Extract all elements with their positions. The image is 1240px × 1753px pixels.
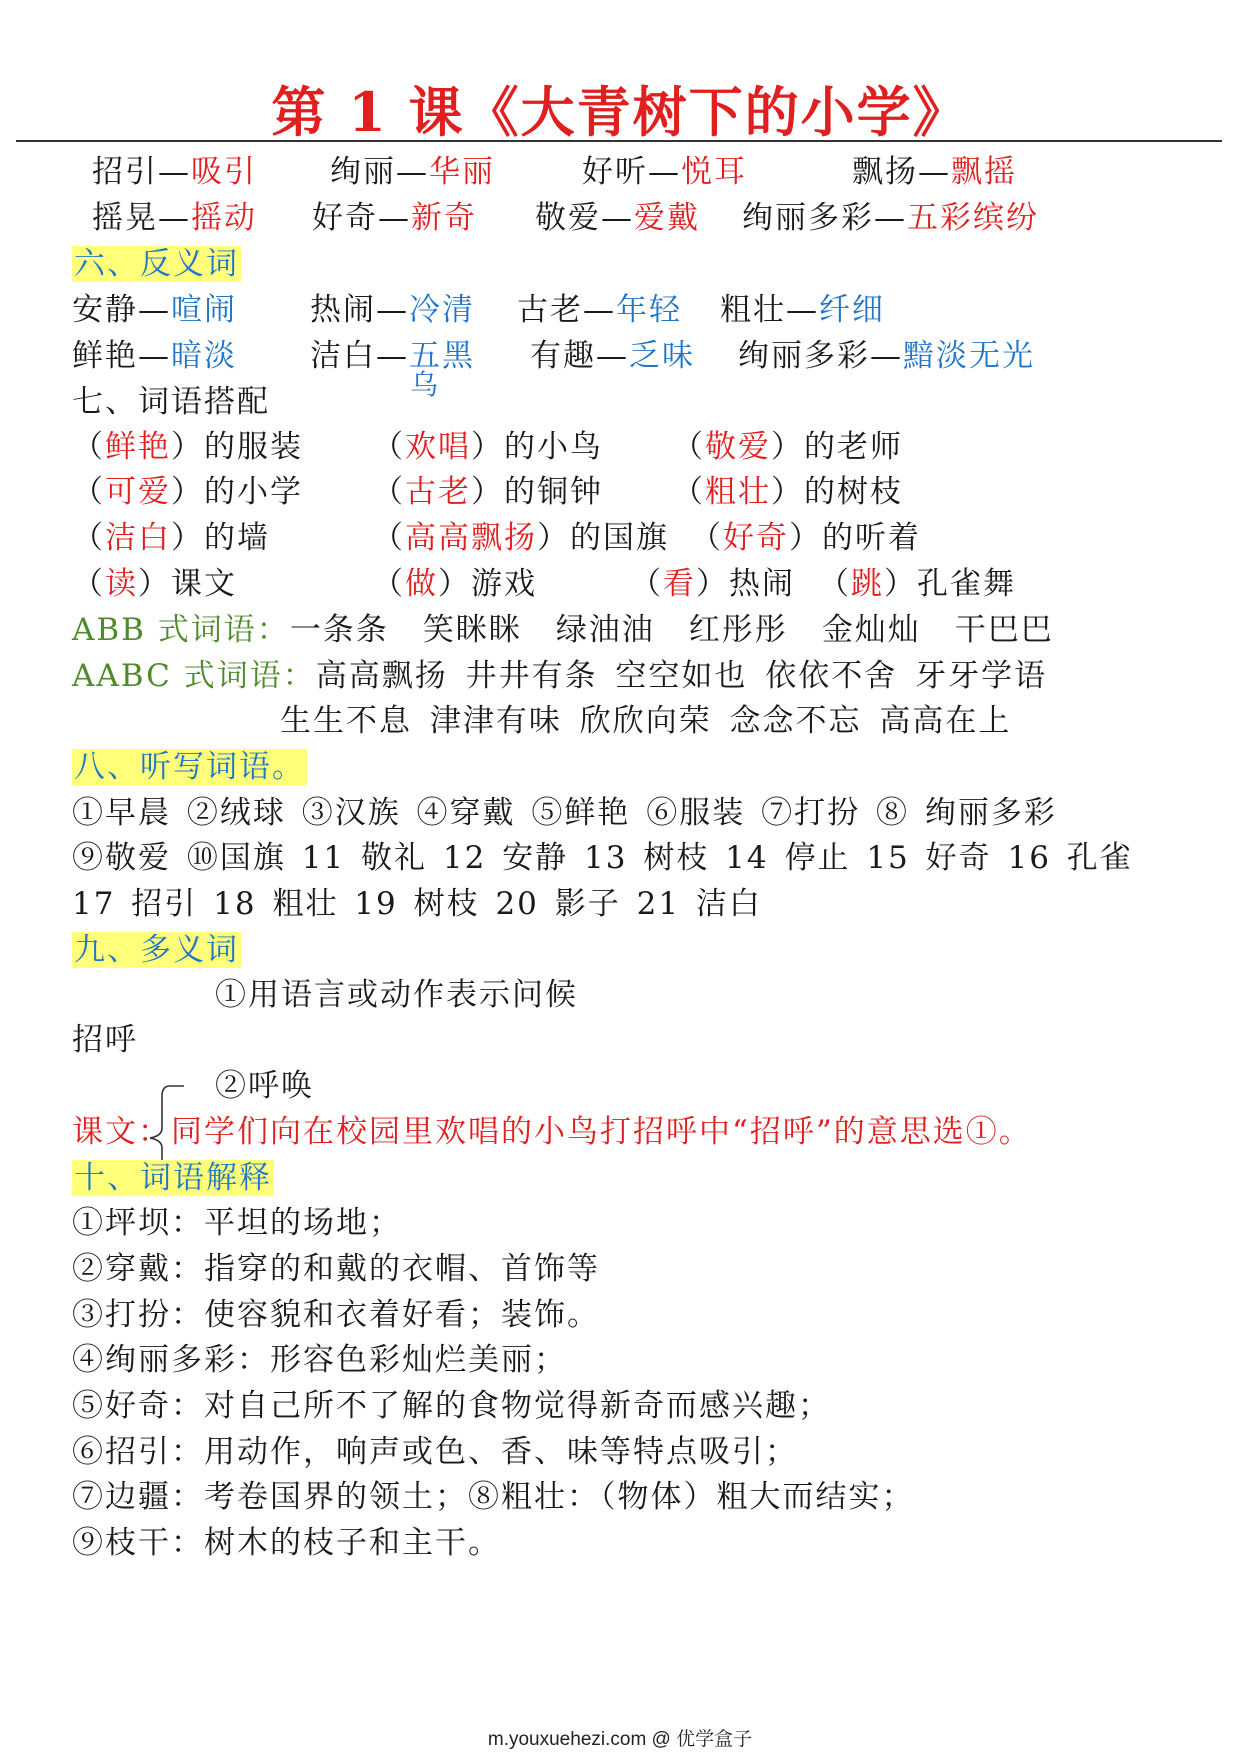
synonym-word: 好听: [582, 154, 648, 190]
dash: —: [583, 292, 616, 328]
dash: —: [786, 292, 819, 328]
aabc-words: AABC 式词语：高高飘扬 井井有条 空空如也 依依不舍 牙牙学语: [72, 658, 1048, 694]
collocation-item: （看）热闹: [630, 566, 795, 602]
collocation-item: （可爱）的小学: [72, 474, 303, 510]
dash: —: [158, 154, 191, 190]
collocation-item: （好奇）的听着: [690, 520, 921, 556]
antonym-word: 粗壮: [720, 292, 786, 328]
dash: —: [874, 200, 907, 236]
synonym-word: 招引: [92, 154, 158, 190]
collocation-item: （读）课文: [72, 566, 237, 602]
synonym-pair: [92, 147, 257, 197]
antonym-pair: [517, 285, 682, 335]
collocation-item: （做）游戏: [372, 566, 537, 602]
dash: —: [396, 154, 429, 190]
polysemy-meaning-1: ①用语言或动作表示问候: [215, 977, 578, 1013]
antonym-pair: [310, 331, 475, 381]
synonym-word: 好奇: [312, 200, 378, 236]
section-heading-antonyms: 六、反义词: [74, 246, 239, 282]
aabc-words-line2: 生生不息 津津有味 欣欣向荣 念念不忘 高高在上: [280, 703, 1012, 739]
collocation-item: （欢唱）的小鸟: [372, 429, 603, 465]
explanation-line: ①坪坝：平坦的场地；: [72, 1205, 402, 1241]
antonym-answer: 冷清: [409, 292, 475, 328]
antonym-pair: [720, 285, 885, 335]
collocation-item: （鲜艳）的服装: [72, 429, 303, 465]
synonym-answer: 华丽: [429, 154, 495, 190]
dictation-line: 17 招引 18 粗壮 19 树枝 20 影子 21 洁白: [72, 886, 762, 922]
abb-words: ABB 式词语：一条条 笑眯眯 绿油油 红彤彤 金灿灿 干巴巴: [72, 612, 1054, 648]
footer-watermark: m.youxuehezi.com @ 优学盒子: [487, 1729, 753, 1750]
explanation-line: ⑦边疆：考卷国界的领土；⑧粗壮：（物体）粗大而结实；: [72, 1479, 915, 1515]
antonym-word: 有趣: [530, 338, 596, 374]
collocation-item: （洁白）的墙: [72, 520, 270, 556]
antonym-word: 鲜艳: [72, 338, 138, 374]
explanation-line: ③打扮：使容貌和衣着好看；装饰。: [72, 1297, 600, 1333]
dash: —: [138, 292, 171, 328]
dash: —: [918, 154, 951, 190]
dash: —: [376, 338, 409, 374]
antonym-answer: 喧闹: [171, 292, 237, 328]
collocation-item: （跳）孔雀舞: [818, 566, 1016, 602]
synonym-answer: 飘摇: [951, 154, 1017, 190]
synonym-word: 绚丽: [330, 154, 396, 190]
explanation-line: ④绚丽多彩：形容色彩灿烂美丽；: [72, 1342, 567, 1378]
synonym-answer: 新奇: [411, 200, 477, 236]
antonym-word: 绚丽多彩: [738, 338, 870, 374]
synonym-pair: [852, 147, 1017, 197]
section-heading-explanation: 十、词语解释: [74, 1160, 272, 1196]
antonym-word: 安静: [72, 292, 138, 328]
aabc-label: AABC 式词语：: [72, 658, 316, 694]
dash: —: [596, 338, 629, 374]
synonym-pair: [330, 147, 495, 197]
synonym-pair: [742, 193, 1039, 243]
antonym-answer: 纤细: [819, 292, 885, 328]
dash: —: [648, 154, 681, 190]
synonym-word: 飘扬: [852, 154, 918, 190]
collocation-item: （敬爱）的老师: [672, 429, 903, 465]
section-heading-dictation: 八、听写词语。: [74, 749, 305, 785]
antonym-word: 古老: [517, 292, 583, 328]
synonym-answer: 摇动: [191, 200, 257, 236]
abb-label: ABB 式词语：: [72, 612, 290, 648]
synonym-answer: 爱戴: [634, 200, 700, 236]
title-divider: [16, 140, 1222, 142]
section-heading-polysemy: 九、多义词: [74, 932, 239, 968]
polysemy-meaning-2: ②呼唤: [215, 1068, 314, 1104]
explanation-line: ⑤好奇：对自己所不了解的食物觉得新奇而感兴趣；: [72, 1388, 831, 1424]
antonym-answer: 年轻: [616, 292, 682, 328]
synonym-pair: [582, 147, 747, 197]
collocation-item: （粗壮）的树枝: [672, 474, 903, 510]
antonym-answer: 暗淡: [171, 338, 237, 374]
synonym-pair: [535, 193, 700, 243]
polysemy-note: 课文：同学们向在校园里欢唱的小鸟打招呼中“招呼”的意思选①。: [72, 1114, 1032, 1150]
dash: —: [376, 292, 409, 328]
section-heading-collocation: 七、词语搭配: [72, 384, 270, 420]
synonym-pair: [92, 193, 257, 243]
synonym-answer: 悦耳: [681, 154, 747, 190]
polysemy-word: 招呼: [72, 1022, 138, 1058]
synonym-word: 摇晃: [92, 200, 158, 236]
antonym-pair: [72, 331, 237, 381]
antonym-pair: [72, 285, 237, 335]
dictation-line: ①早晨 ②绒球 ③汉族 ④穿戴 ⑤鲜艳 ⑥服装 ⑦打扮 ⑧ 绚丽多彩: [72, 795, 1057, 831]
page-title: 第 1 课《大青树下的小学》: [271, 80, 969, 144]
collocation-item: （高高飘扬）的国旗: [372, 520, 669, 556]
antonym-answer: 黯淡无光: [903, 338, 1035, 374]
antonym-answer: 乏味: [629, 338, 695, 374]
explanation-line: ②穿戴：指穿的和戴的衣帽、首饰等: [72, 1251, 600, 1287]
dash: —: [870, 338, 903, 374]
dash: —: [601, 200, 634, 236]
collocation-item: （古老）的铜钟: [372, 474, 603, 510]
explanation-line: ⑥招引：用动作，响声或色、香、味等特点吸引；: [72, 1434, 798, 1470]
synonym-word: 敬爱: [535, 200, 601, 236]
antonym-word: 洁白: [310, 338, 376, 374]
antonym-extra-char: 乌: [410, 368, 441, 401]
explanation-line: ⑨枝干：树木的枝子和主干。: [72, 1525, 501, 1561]
synonym-word: 绚丽多彩: [742, 200, 874, 236]
antonym-pair: [530, 331, 695, 381]
dictation-line: ⑨敬爱 ⑩国旗 11 敬礼 12 安静 13 树枝 14 停止 15 好奇 16 孔雀: [72, 840, 1133, 876]
antonym-word: 热闹: [310, 292, 376, 328]
antonym-pair: [738, 331, 1035, 381]
dash: —: [138, 338, 171, 374]
antonym-answer: 五黑: [409, 338, 475, 374]
synonym-answer: 吸引: [191, 154, 257, 190]
synonym-answer: 五彩缤纷: [907, 200, 1039, 236]
synonym-pair: [312, 193, 477, 243]
dash: —: [158, 200, 191, 236]
antonym-pair: [310, 285, 475, 335]
dash: —: [378, 200, 411, 236]
